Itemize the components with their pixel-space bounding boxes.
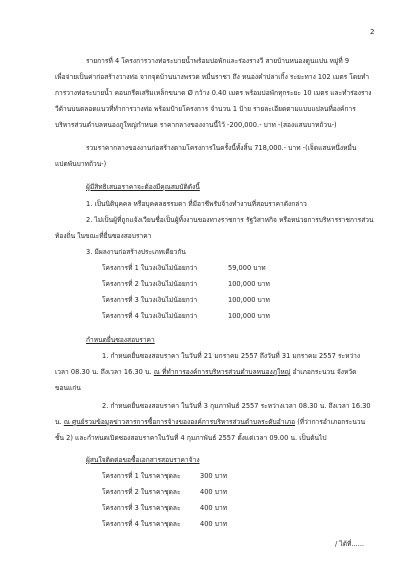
submission-heading: กำหนดยื่นซองสอบราคา	[86, 336, 155, 344]
submission-2-line3: ชั้น 2) และกำหนดเปิดซองสอบราคาในวันที่ 4 กุมภาพันธ์ 2557 ตั้งแต่เวลา 09.00 น. เป็นต้นไป	[55, 434, 327, 442]
qualification-item-2: 2. ไม่เป็นผู้ที่ถูกแจ้งเวียนชื่อเป็นผู้ทิ้งงานของทางราชการ รัฐวิสาหกิจ หรือหน่วยการบริหารราชการส่วน	[86, 216, 374, 224]
work-requirement-label: โครงการที่ 1 ในวงเงินไม่น้อยกว่า	[102, 264, 198, 272]
form-price-label: โครงการที่ 2 ในราคาชุดละ	[102, 488, 181, 496]
qualification-item-3: 3. มีผลงานก่อสร้างประเภทเดียวกัน	[86, 248, 186, 256]
submission-1-time: เวลา 08.30 น. ถึงเวลา 16.30 น.	[55, 368, 152, 376]
page-number: 2	[370, 28, 375, 36]
work-requirement-label: โครงการที่ 3 ในวงเงินไม่น้อยกว่า	[102, 296, 198, 304]
submission-1-line2	[55, 368, 356, 376]
submission-2-place: ณ ศูนย์รวมข้อมูลข่าวสารการซื้อการจ้างขององค์การบริหารส่วนตำบลระดับอำเภอ	[63, 418, 296, 426]
form-price-amount: 400 บาท	[200, 520, 228, 528]
submission-2-district: (ที่ว่าการอำเภอกระนวน	[297, 418, 366, 426]
project4-line4: วีด้านบนตลอดแนวที่ทำการวางท่อ พร้อมป้ายโครงการ จำนวน 1 ป้าย รายละเอียดตามแบบแปลนที่องค์การ	[55, 105, 356, 113]
work-requirement-amount: 59,000 บาท	[228, 264, 266, 272]
project4-line1: รายการที่ 4 โครงการวางท่อระบายน้ำพร้อมบ่อพักและร่องรางวี สายบ้านหนองดูนแปน หมู่ที่ 9	[86, 57, 350, 65]
submission-2-line2	[55, 418, 365, 426]
submission-2-unit: น.	[55, 418, 62, 426]
total-line2: แปดพันบาทถ้วน-)	[55, 160, 107, 168]
form-price-amount: 400 บาท	[200, 488, 228, 496]
qualification-item-2-cont: ท้องถิ่น ในขณะที่ยื่นซองสอบราคา	[55, 232, 152, 240]
submission-1-district: อำเภอกระนวน จังหวัด	[292, 368, 357, 376]
submission-2-line1: 2. กำหนดยื่นซองสอบราคา ในวันที่ 3 กุมภาพันธ์ 2557 ระหว่างเวลา 08.30 น. ถึงเวลา 16.30	[102, 402, 371, 410]
work-requirement-amount: 100,000 บาท	[228, 280, 270, 288]
qualification-item-1: 1. เป็นนิติบุคคล หรือบุคคลธรรมดา ที่มีอาชีพรับจ้างทำงานที่สอบราคาดังกล่าว	[86, 200, 307, 208]
form-price-label: โครงการที่ 4 ในราคาชุดละ	[102, 520, 181, 528]
submission-1-place: ณ ที่ทำการองค์การบริหารส่วนตำบลหนองภูใหญ่	[153, 368, 291, 376]
project4-line3: การวางท่อระบายน้ำ คอนกรีตเสริมเหล็กขนาด Ø กว้าง 0.40 เมตร พร้อมบ่อพักทุกระยะ 10 เมตร และทำร่องราง	[55, 89, 372, 97]
work-requirement-amount: 100,000 บาท	[228, 296, 270, 304]
continuation-note: / ได้ที่......	[335, 540, 365, 548]
total-line1: รวมราคากลางของงานก่อสร้างตามโครงการในครั้งนี้ทั้งสิ้น 718,000.- บาท -(เจ็ดแสนหนึ่งหมื่น	[86, 144, 357, 152]
project4-line5: บริหารส่วนตำบลหนองภูใหญ่กำหนด ราคากลางของงานนี้ไว้ -200,000.- บาท -(สองแสนบาทถ้วน-)	[55, 121, 337, 129]
form-price-label: โครงการที่ 3 ในราคาชุดละ	[102, 504, 181, 512]
work-requirement-amount: 100,000 บาท	[228, 312, 270, 320]
form-price-amount: 300 บาท	[200, 472, 228, 480]
form-price-amount: 400 บาท	[200, 504, 228, 512]
project4-line2: เพื่อจ่ายเป็นค่าก่อสร้างวางท่อ จากจุดบ้านนางพรวด หมื่นราชา ถึง หนองคำปลาเกิ้ง ระยะทาง 102 เมตร โดยทำ	[55, 73, 370, 81]
submission-1-line1: 1. กำหนดยื่นซองสอบราคา ในวันที่ 21 มกราคม 2557 ถึงวันที่ 31 มกราคม 2557 ระหว่าง	[102, 352, 361, 360]
submission-1-line3: ขอนแก่น	[55, 384, 81, 392]
forms-heading: ผู้สนใจติดต่อขอซื้อเอกสารสอบราคาจ้าง	[86, 456, 200, 464]
work-requirement-label: โครงการที่ 2 ในวงเงินไม่น้อยกว่า	[102, 280, 198, 288]
form-price-label: โครงการที่ 1 ในราคาชุดละ	[102, 472, 181, 480]
qualifications-heading: ผู้มีสิทธิเสนอราคาจะต้องมีคุณสมบัติดังนี้	[86, 183, 200, 191]
work-requirement-label: โครงการที่ 4 ในวงเงินไม่น้อยกว่า	[102, 312, 198, 320]
